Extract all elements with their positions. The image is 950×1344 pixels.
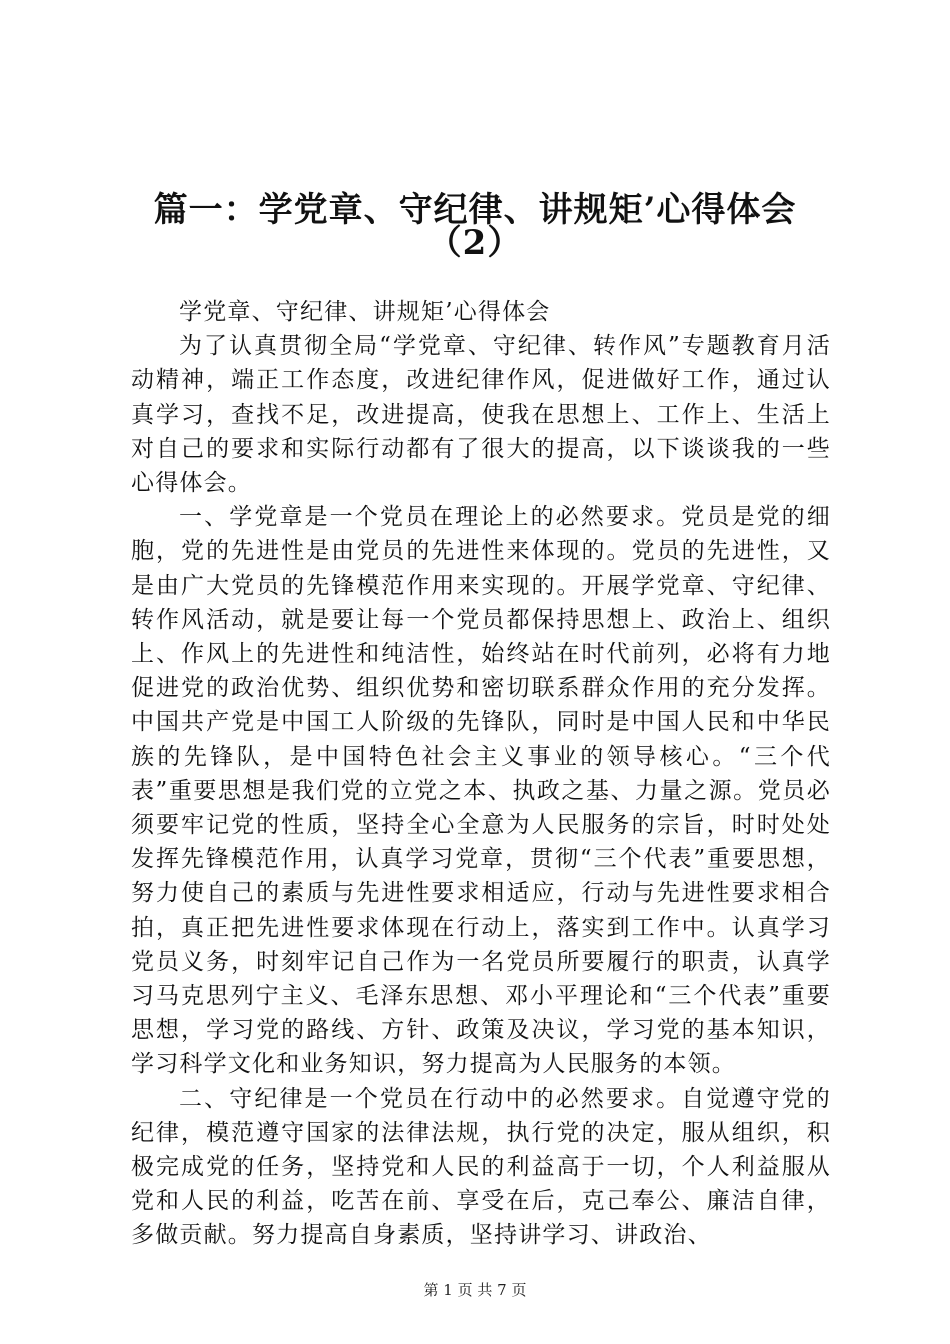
- page-footer: 第 1 页 共 7 页: [423, 1281, 527, 1299]
- document-title: 篇一：学党章、守纪律、讲规矩’心得体会: [153, 190, 797, 230]
- document-title-continuation: （2）: [427, 223, 523, 263]
- document-body: [131, 295, 831, 1253]
- paragraph: 二、守纪律是一个党员在行动中的必然要求。自觉遵守党的纪律，模范遵守国家的法律法规，执行党的决定，服从组织，积极完成党的任务，坚持党和人民的利益高于一切，个人利益服从党和人民的利益，吃苦在前、享受在后，克己奉公、廉洁自律，多做贡献。努力提高自身素质，坚持讲学习、讲政治、: [131, 1085, 831, 1249]
- subtitle-line: 学党章、守纪律、讲规矩’心得体会: [179, 299, 551, 325]
- paragraph: 一、学党章是一个党员在理论上的必然要求。党员是党的细胞，党的先进性是由党员的先进性来体现的。党员的先进性，又是由广大党员的先锋模范作用来实现的。开展学党章、守纪律、转作风活动，就是要让每一个党员都保持思想上、政治上、组织上、作风上的先进性和纯洁性，始终站在时代前列，必将有力地促进党的政治优势、组织优势和密切联系群众作用的充分发挥。中国共产党是中国工人阶级的先锋队，同时是中国人民和中华民族的先锋队，是中国特色社会主义事业的领导核心。“三个代表”重要思想是我们党的立党之本、执政之基、力量之源。党员必须要牢记党的性质，坚持全心全意为人民服务的宗旨，时时处处发挥先锋模范作用，认真学习党章，贯彻“三个代表”重要思想，努力使自己的素质与先进性要求相适应，行动与先进性要求相合拍，真正把先进性要求体现在行动上，落实到工作中。认真学习党员义务，时刻牢记自己作为一名党员所要履行的职责，认真学习马克思列宁主义、毛泽东思想、邓小平理论和“三个代表”重要思想，学习党的路线、方针、政策及决议，学习党的基本知识，学习科学文化和业务知识，努力提高为人民服务的本领。: [131, 504, 831, 1078]
- paragraph: 为了认真贯彻全局“学党章、守纪律、转作风”专题教育月活动精神，端正工作态度，改进纪律作风，促进做好工作，通过认真学习，查找不足，改进提高，使我在思想上、工作上、生活上对自己的要求和实际行动都有了很大的提高，以下谈谈我的一些心得体会。: [131, 333, 831, 497]
